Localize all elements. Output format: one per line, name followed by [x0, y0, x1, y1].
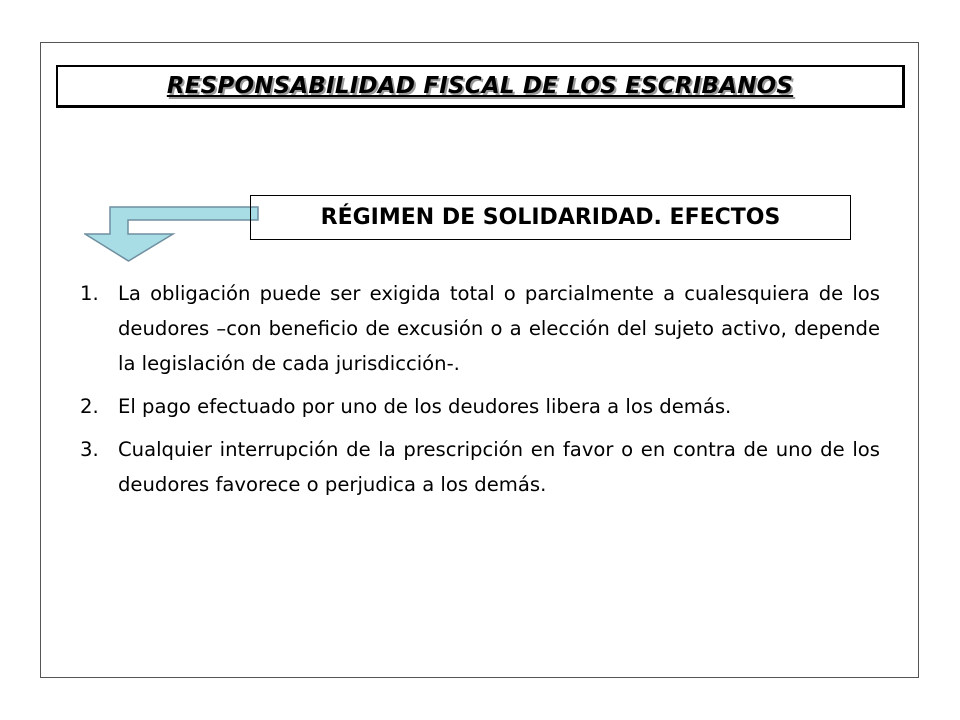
list-item-number: 1.: [80, 282, 99, 305]
slide-subtitle: RÉGIMEN DE SOLIDARIDAD. EFECTOS: [320, 205, 781, 230]
subtitle-box: [250, 195, 851, 240]
list-item: [80, 389, 880, 424]
list-item-text: La obligación puede ser exigida total o parcialmente a cualesquiera de los deudores –con beneficio de excusión o a elección del sujeto activo, depende la legislación de cada jurisdicción-.: [118, 282, 880, 375]
effects-list: [80, 276, 880, 510]
list-item: [80, 432, 880, 502]
bent-down-arrow-icon: [84, 206, 259, 262]
list-item-number: 2.: [80, 395, 99, 418]
list-item-text: Cualquier interrupción de la prescripción en favor o en contra de uno de los deudores favorece o perjudica a los demás.: [118, 438, 880, 496]
list-item-text: El pago efectuado por uno de los deudores libera a los demás.: [118, 395, 732, 418]
list-item-number: 3.: [80, 438, 99, 461]
title-box: [56, 65, 905, 108]
slide-title: RESPONSABILIDAD FISCAL DE LOS ESCRIBANOS: [166, 73, 794, 99]
list-item: [80, 276, 880, 381]
